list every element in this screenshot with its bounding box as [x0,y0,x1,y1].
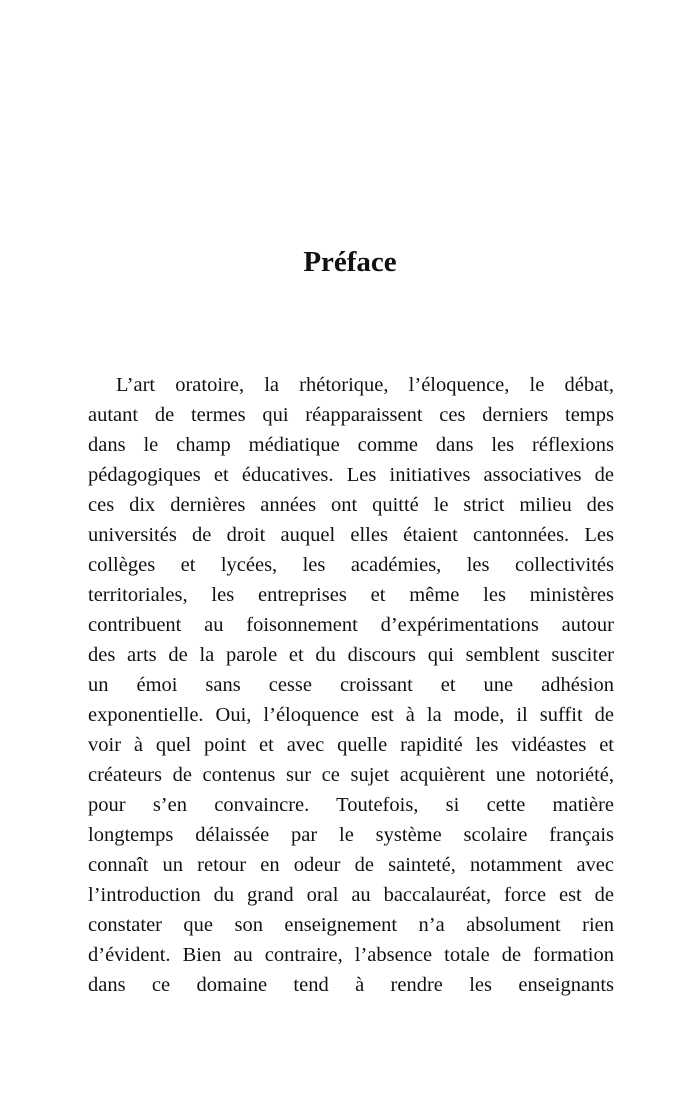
text-line: créateurs de contenus sur ce sujet acquièrent une notoriété, [88,764,614,786]
text-line: d’évident. Bien au contraire, l’absence totale de formation [88,944,614,966]
text-line: dans le champ médiatique comme dans les réflexions [88,434,614,456]
page-title: Préface [303,246,397,278]
text-line: autant de termes qui réapparaissent ces derniers temps [88,404,614,426]
text-line: un émoi sans cesse croissant et une adhésion [88,674,614,696]
text-line: longtemps délaissée par le système scolaire français [88,824,614,846]
text-line: connaît un retour en odeur de sainteté, notamment avec [88,854,614,876]
text-line: ces dix dernières années ont quitté le strict milieu des [88,494,614,516]
text-line: pédagogiques et éducatives. Les initiatives associatives de [88,464,614,486]
text-line: contribuent au foisonnement d’expérimentations autour [88,614,614,636]
text-line: collèges et lycées, les académies, les collectivités [88,554,614,576]
text-line: voir à quel point et avec quelle rapidité les vidéastes et [88,734,614,756]
text-line: territoriales, les entreprises et même les ministères [88,584,614,606]
text-line: constater que son enseignement n’a absolument rien [88,914,614,936]
text-line: pour s’en convaincre. Toutefois, si cette matière [88,794,614,816]
text-line: exponentielle. Oui, l’éloquence est à la mode, il suffit de [88,704,614,726]
preface-paragraph [88,370,614,1000]
text-line: universités de droit auquel elles étaient cantonnées. Les [88,524,614,546]
text-line: des arts de la parole et du discours qui semblent susciter [88,644,614,666]
text-line: dans ce domaine tend à rendre les enseignants [88,974,614,996]
text-line: L’art oratoire, la rhétorique, l’éloquence, le débat, [116,374,614,396]
text-line: l’introduction du grand oral au baccalauréat, force est de [88,884,614,906]
